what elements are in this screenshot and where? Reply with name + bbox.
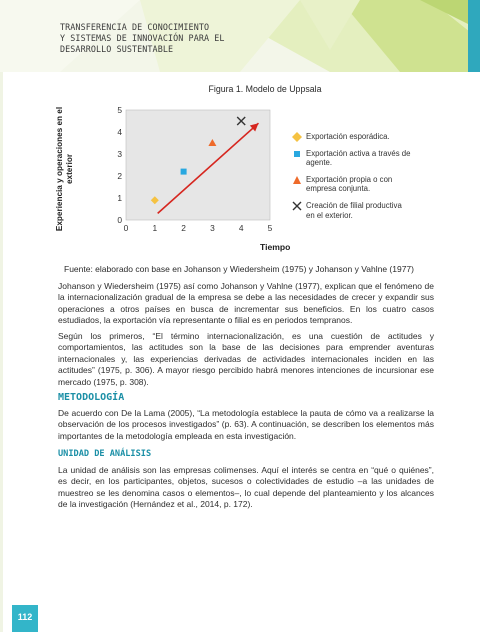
figure-caption: Figura 1. Modelo de Uppsala <box>208 84 322 94</box>
chart-legend <box>292 132 412 227</box>
x-tick-label: 4 <box>238 223 244 233</box>
y-tick-label: 5 <box>117 105 122 115</box>
legend-label: Exportación esporádica. <box>306 132 390 141</box>
y-axis-label: Experiencia y operaciones en el exterior <box>55 106 74 232</box>
data-point-square <box>181 169 187 175</box>
square-marker-icon <box>292 149 302 159</box>
legend-label: Exportación propia o con empresa conjunta. <box>306 174 393 194</box>
x-tick-label: 0 <box>123 223 129 233</box>
running-head-line: TRANSFERENCIA DE CONOCIMIENTO <box>60 22 210 32</box>
paragraph: La unidad de análisis son las empresas colimenses. Aquí el interés se centra en “qué o quiénes”, es decir, en los participantes, objetos, sucesos o colectividades de estudio –a las unidades de muestreo se les denomina casos o elementos–, lo cual depende del planteamiento y los alcances de la investigación (Hernández et al., 2014, p. 172). <box>58 465 434 510</box>
x-marker-icon <box>292 201 302 211</box>
running-head-line: DESARROLLO SUSTENTABLE <box>60 43 174 54</box>
x-tick-label: 5 <box>267 223 273 233</box>
y-tick-label: 1 <box>117 193 122 203</box>
x-axis-label: Tiempo <box>260 242 291 252</box>
paragraph: Según los primeros, “El término internacionalización, es una cuestión de actitudes y comportamientos, las actitudes son la base de las decisiones para emprender aventuras internacionales y, las experiencias derivadas de actividades internacionales inciden en las actitudes” (1975, p. 306). A mayor riesgo percibido habrá menores intenciones de incursionar ese mercado (1975, p. 308). <box>58 331 434 387</box>
margin-strip <box>0 72 3 632</box>
x-tick-label: 3 <box>210 223 215 233</box>
x-tick-label: 1 <box>152 223 158 233</box>
triangle-marker-icon <box>292 175 302 185</box>
legend-label: Creación de filial productiva en el exterior. <box>306 200 402 220</box>
legend-item-filial <box>292 201 412 220</box>
x-tick-label: 2 <box>181 223 186 233</box>
legend-item-propia <box>292 175 412 194</box>
paragraph: De acuerdo con De la Lama (2005), “La metodología establece la pauta de cómo va a realizarse la observación de los procesos investigados” (p. 63). A continuación, se describen los elementos más importantes de la metodología empleada en esta investigación. <box>58 408 434 441</box>
y-axis-label-wrap <box>55 100 119 238</box>
y-tick-label: 3 <box>117 149 122 159</box>
legend-item-esporadica <box>292 132 412 142</box>
section-heading: METODOLOGÍA <box>58 392 125 403</box>
subsection-heading: UNIDAD DE ANÁLISIS <box>58 449 152 459</box>
plot-area <box>126 110 270 220</box>
y-tick-label: 4 <box>117 127 122 137</box>
legend-label: Exportación activa a través de agente. <box>306 148 411 168</box>
figure-source: Fuente: elaborado con base en Johanson y Wiedersheim (1975) y Johanson y Vahlne (1977) <box>64 264 414 274</box>
legend-item-activa <box>292 149 412 168</box>
running-head-line: Y SISTEMAS DE INNOVACIÓN PARA EL <box>60 32 225 43</box>
running-head <box>60 22 225 54</box>
diamond-marker-icon <box>292 132 302 142</box>
page-number: 112 <box>17 612 33 622</box>
paragraph: Johanson y Wiedersheim (1975) así como Johanson y Vahlne (1977), explican que el fenómeno de la internacionalización gradual de la empresa se debe a las necesidades de crecer y expandir sus operaciones a otros países en busca de incrementar sus beneficios. En los cuatro casos estudiados, la exportación vía representante o filial es en periodos tempranos. <box>58 281 434 326</box>
y-tick-label: 2 <box>117 171 122 181</box>
y-tick-label: 0 <box>117 215 122 225</box>
